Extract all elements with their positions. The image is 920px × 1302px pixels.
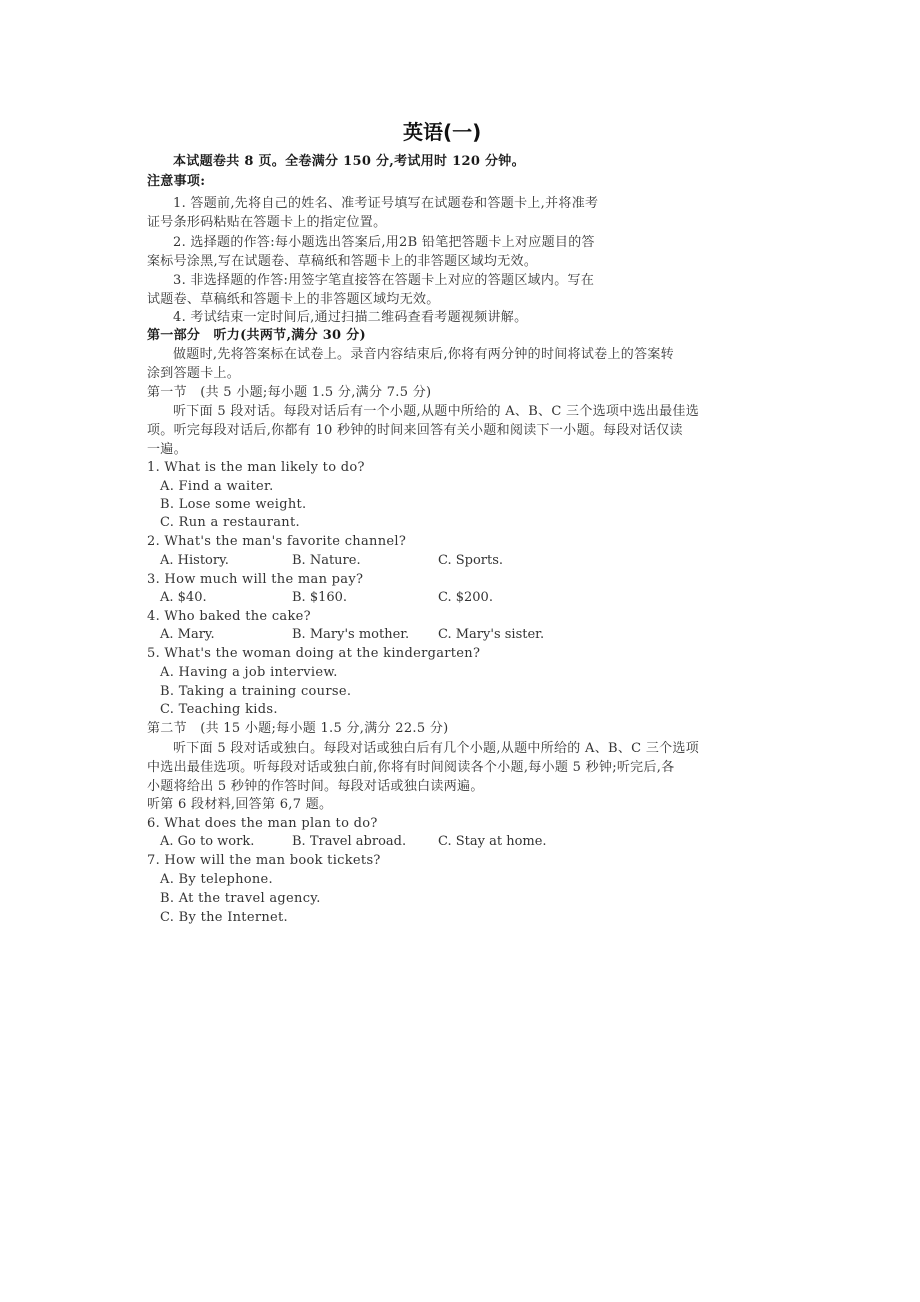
question: 4. Who baked the cake?	[147, 609, 311, 624]
option: A. Mary.	[160, 627, 215, 642]
instruction-line: 小题将给出 5 秒钟的作答时间。每段对话或独白读两遍。	[147, 779, 484, 794]
question: 3. How much will the man pay?	[147, 572, 364, 587]
notice-line: 案标号涂黑,写在试题卷、草稿纸和答题卡上的非答题区域均无效。	[147, 254, 538, 269]
instruction-line: 听下面 5 段对话或独白。每段对话或独白后有几个小题,从题中所给的 A、B、C 三个选项	[173, 741, 700, 756]
part1-heading: 第一部分 听力(共两节,满分 30 分)	[147, 328, 366, 343]
notice-line: 2. 选择题的作答:每小题选出答案后,用2B 铅笔把答题卡上对应题目的答	[173, 235, 595, 250]
notice-line: 证号条形码粘贴在答题卡上的指定位置。	[147, 215, 387, 230]
notice-line: 4. 考试结束一定时间后,通过扫描二维码查看考题视频讲解。	[173, 310, 528, 325]
option: A. History.	[160, 553, 229, 568]
option: B. Taking a training course.	[160, 684, 352, 699]
page-title: 英语(一)	[403, 120, 482, 144]
instruction-line: 做题时,先将答案标在试卷上。录音内容结束后,你将有两分钟的时间将试卷上的答案转	[173, 347, 674, 362]
option: C. Stay at home.	[438, 834, 547, 849]
section2-heading: 第二节 (共 15 小题;每小题 1.5 分,满分 22.5 分)	[147, 721, 449, 736]
option: A. By telephone.	[160, 872, 273, 887]
option: B. At the travel agency.	[160, 891, 321, 906]
option: C. $200.	[438, 590, 493, 605]
material-note: 听第 6 段材料,回答第 6,7 题。	[147, 797, 333, 812]
notice-heading: 注意事项:	[147, 174, 206, 189]
notice-line: 1. 答题前,先将自己的姓名、准考证号填写在试题卷和答题卡上,并将准考	[173, 196, 599, 211]
instruction-line: 听下面 5 段对话。每段对话后有一个小题,从题中所给的 A、B、C 三个选项中选出最佳选	[173, 404, 700, 419]
option: B. Travel abroad.	[292, 834, 407, 849]
question: 1. What is the man likely to do?	[147, 460, 365, 475]
option: B. Mary's mother.	[292, 627, 410, 642]
option: B. Lose some weight.	[160, 497, 307, 512]
option: A. Find a waiter.	[160, 479, 274, 494]
option: A. Go to work.	[160, 834, 255, 849]
section1-heading: 第一节 (共 5 小题;每小题 1.5 分,满分 7.5 分)	[147, 385, 432, 400]
instruction-line: 中选出最佳选项。听每段对话或独白前,你将有时间阅读各个小题,每小题 5 秒钟;听完后,各	[147, 760, 675, 775]
notice-line: 3. 非选择题的作答:用签字笔直接答在答题卡上对应的答题区域内。写在	[173, 273, 595, 288]
question: 5. What's the woman doing at the kindergarten?	[147, 646, 481, 661]
notice-line: 试题卷、草稿纸和答题卡上的非答题区域均无效。	[147, 292, 440, 307]
instruction-line: 一遍。	[147, 442, 187, 457]
option: C. Teaching kids.	[160, 702, 278, 717]
exam-intro: 本试题卷共 8 页。全卷满分 150 分,考试用时 120 分钟。	[173, 154, 525, 169]
instruction-line: 涂到答题卡上。	[147, 366, 241, 381]
option: A. $40.	[160, 590, 207, 605]
option: A. Having a job interview.	[160, 665, 338, 680]
option: C. Sports.	[438, 553, 504, 568]
option: B. Nature.	[292, 553, 361, 568]
question: 6. What does the man plan to do?	[147, 816, 378, 831]
instruction-line: 项。听完每段对话后,你都有 10 秒钟的时间来回答有关小题和阅读下一小题。每段对话仅读	[147, 423, 683, 438]
option: C. Run a restaurant.	[160, 515, 300, 530]
option: B. $160.	[292, 590, 348, 605]
question: 7. How will the man book tickets?	[147, 853, 381, 868]
question: 2. What's the man's favorite channel?	[147, 534, 407, 549]
option: C. Mary's sister.	[438, 627, 545, 642]
option: C. By the Internet.	[160, 910, 288, 925]
